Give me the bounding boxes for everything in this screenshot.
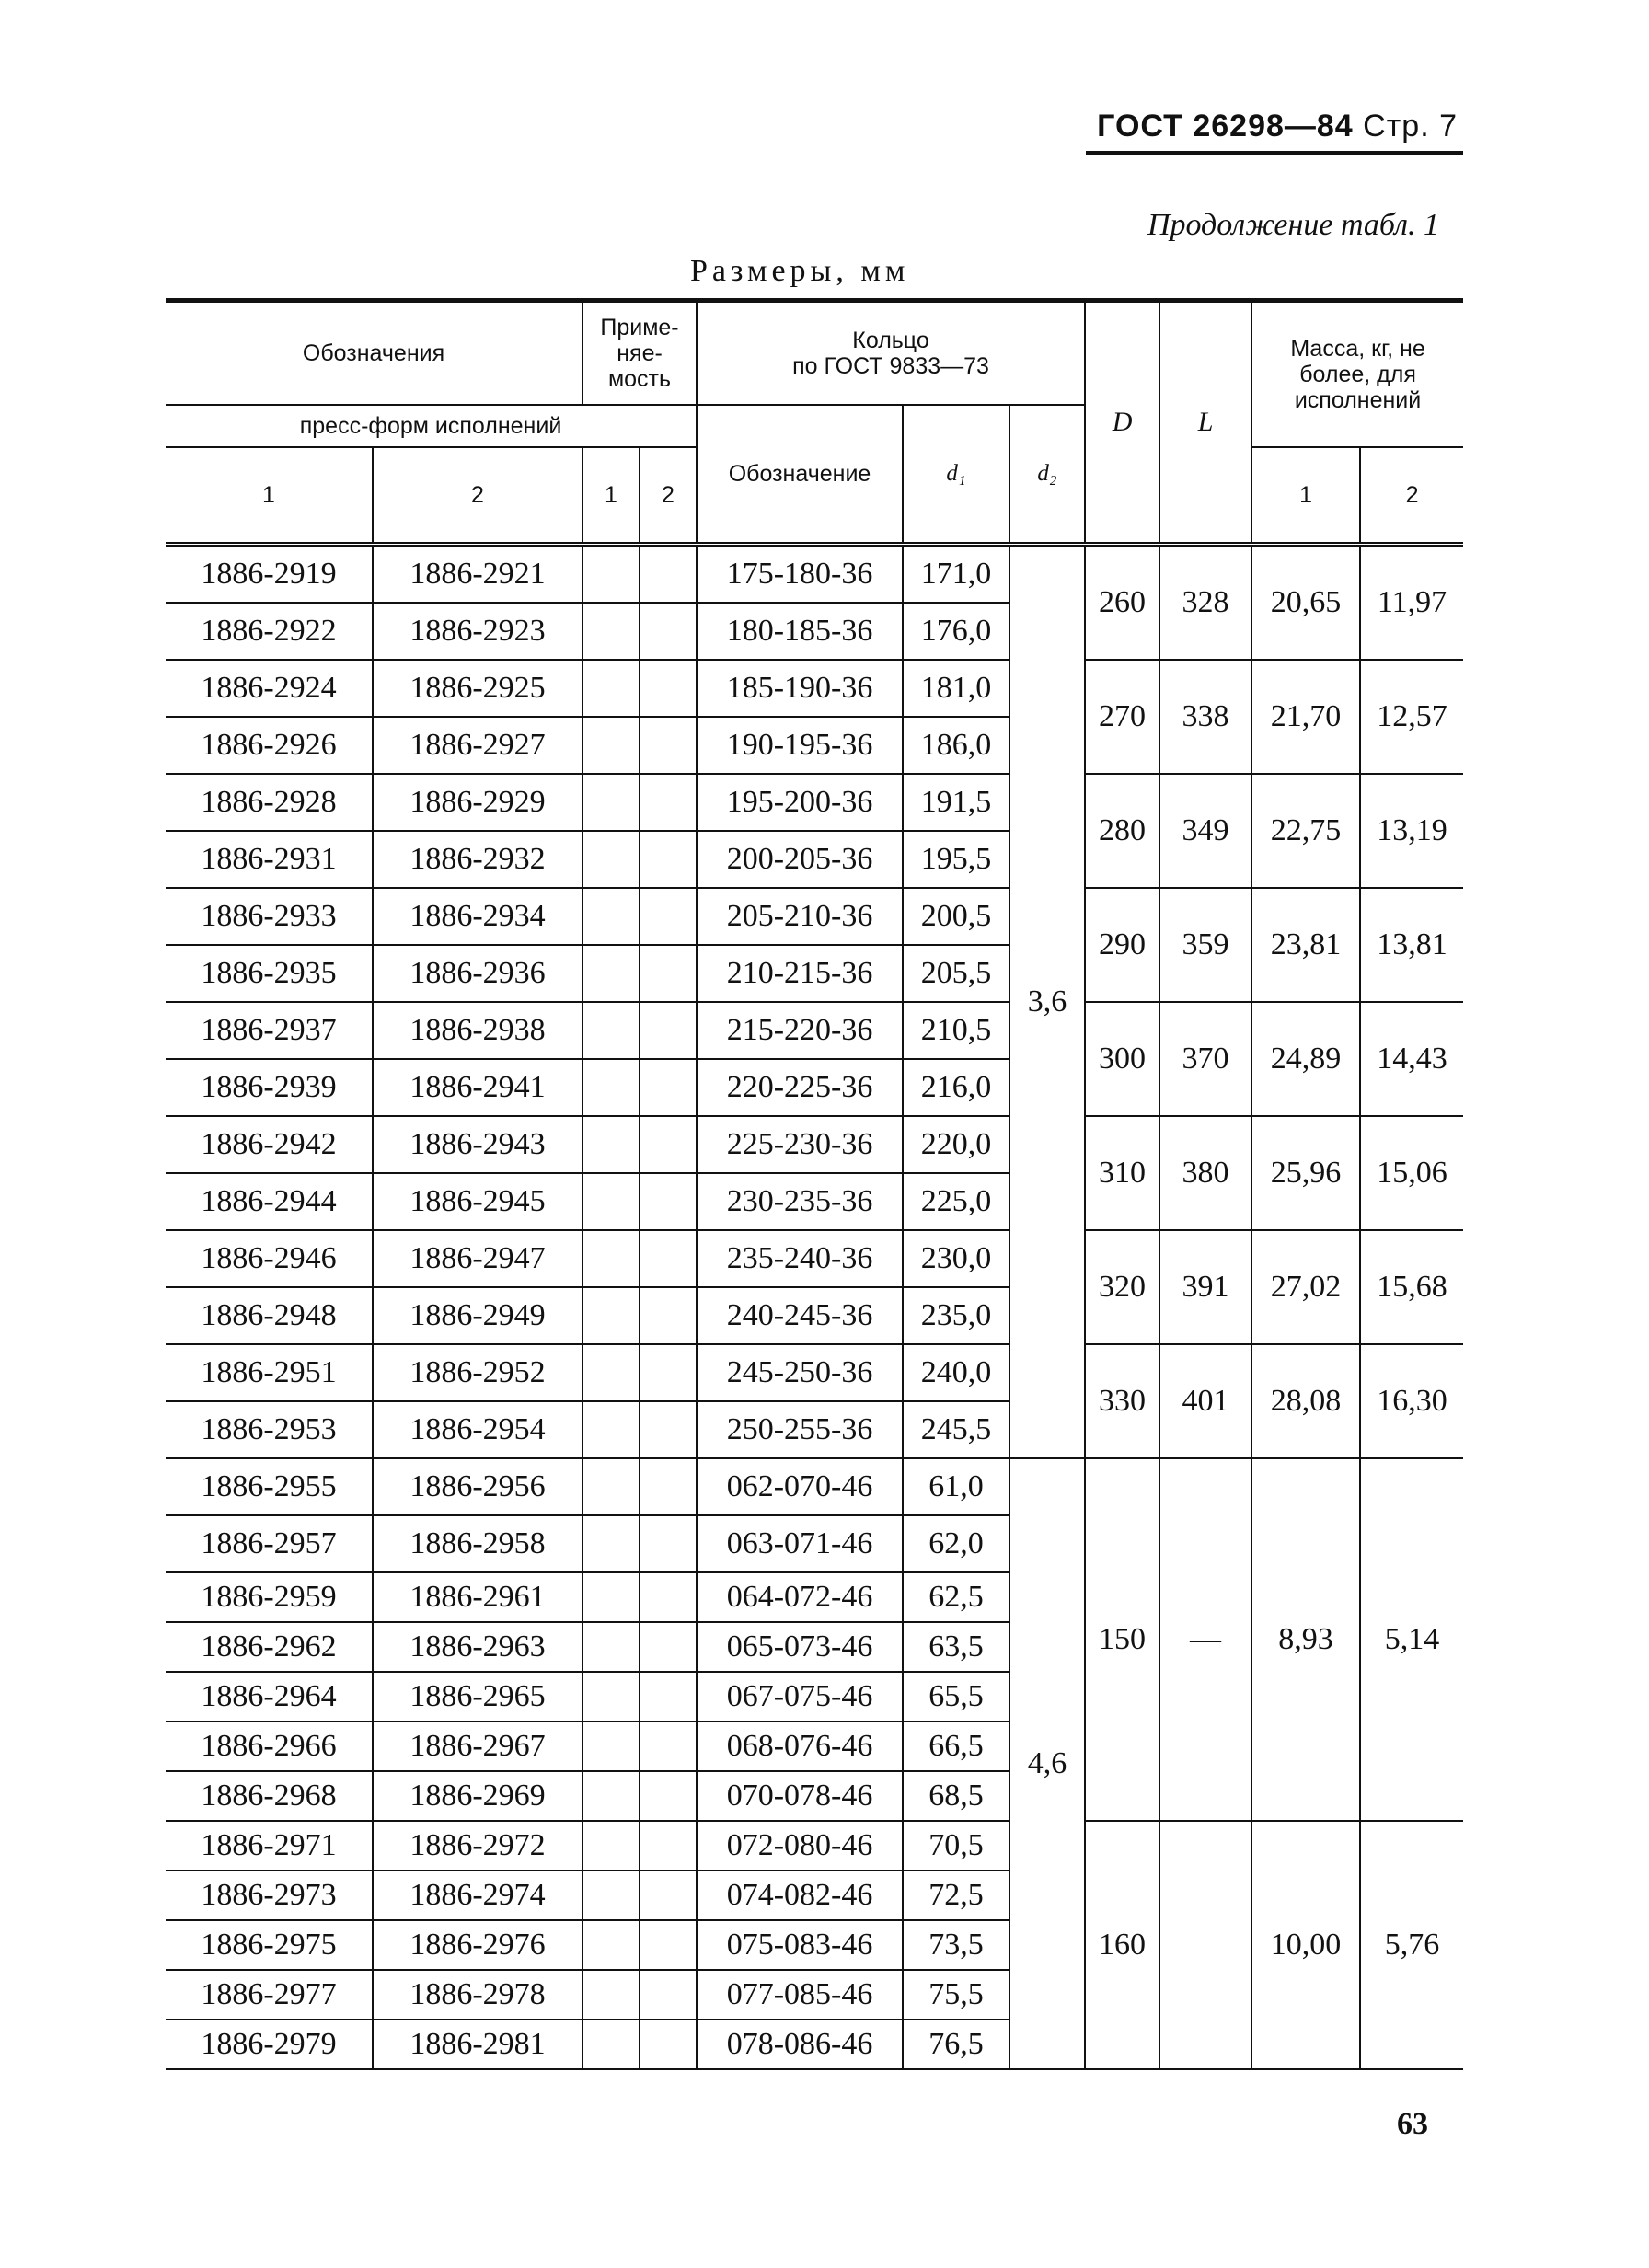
- ring-designation: 072-080-46: [697, 1821, 903, 1871]
- d1-value: 66,5: [903, 1721, 1009, 1771]
- mass2-value: 15,06: [1360, 1116, 1463, 1230]
- dimensions-table: [166, 298, 1463, 2070]
- mass2-value: 13,81: [1360, 888, 1463, 1002]
- D-value: 150: [1085, 1458, 1159, 1821]
- exec2-designation: 1886-2976: [373, 1920, 582, 1970]
- d1-value: 230,0: [903, 1230, 1009, 1287]
- d2-value: 3,6: [1009, 545, 1085, 1459]
- mass-header: Масса, кг, не более, для исполнений: [1251, 301, 1463, 448]
- ring-designation: 064-072-46: [697, 1572, 903, 1622]
- applicability-1: [582, 660, 640, 717]
- ring-designation: 075-083-46: [697, 1920, 903, 1970]
- L-value: 380: [1159, 1116, 1251, 1230]
- ring-designation: 230-235-36: [697, 1173, 903, 1230]
- exec2-designation: 1886-2929: [373, 774, 582, 831]
- ring-designation: 250-255-36: [697, 1401, 903, 1458]
- ring-designation: 195-200-36: [697, 774, 903, 831]
- applicability-2: [640, 1002, 697, 1059]
- mass1-value: 28,08: [1251, 1344, 1360, 1458]
- exec1-designation: 1886-2966: [166, 1721, 373, 1771]
- applicability-2: [640, 1572, 697, 1622]
- mass1-value: 24,89: [1251, 1002, 1360, 1116]
- applicability-1: [582, 1344, 640, 1401]
- exec1-designation: 1886-2919: [166, 545, 373, 604]
- d1-value: 200,5: [903, 888, 1009, 945]
- mass2-value: 15,68: [1360, 1230, 1463, 1344]
- applicability-1: [582, 945, 640, 1002]
- mass2-value: 11,97: [1360, 545, 1463, 661]
- D-value: 330: [1085, 1344, 1159, 1458]
- exec1-designation: 1886-2937: [166, 1002, 373, 1059]
- applicability-2: [640, 603, 697, 660]
- d1-value: 75,5: [903, 1970, 1009, 2020]
- d1-value: 240,0: [903, 1344, 1009, 1401]
- applicability-2: [640, 1173, 697, 1230]
- applicability-1: [582, 1458, 640, 1515]
- D-value: 320: [1085, 1230, 1159, 1344]
- L-value: 328: [1159, 545, 1251, 661]
- exec2-designation: 1886-2958: [373, 1515, 582, 1572]
- d1-value: 181,0: [903, 660, 1009, 717]
- exec1-designation: 1886-2973: [166, 1871, 373, 1920]
- applicability-1: [582, 717, 640, 774]
- ring-designation: 180-185-36: [697, 603, 903, 660]
- press-forms-header: пресс-форм исполнений: [166, 405, 697, 447]
- ring-designation: 065-073-46: [697, 1622, 903, 1672]
- ring-designation: 235-240-36: [697, 1230, 903, 1287]
- exec2-designation: 1886-2943: [373, 1116, 582, 1173]
- mass1-value: 21,70: [1251, 660, 1360, 774]
- applicability-2: [640, 1871, 697, 1920]
- L-value: 338: [1159, 660, 1251, 774]
- mass2-value: 14,43: [1360, 1002, 1463, 1116]
- applicability-2: [640, 1821, 697, 1871]
- d1-value: 76,5: [903, 2020, 1009, 2069]
- applicability-2: [640, 1059, 697, 1116]
- applicability-2: [640, 1116, 697, 1173]
- d1-value: 62,0: [903, 1515, 1009, 1572]
- D-value: 290: [1085, 888, 1159, 1002]
- mass1-header: 1: [1251, 447, 1360, 545]
- exec1-designation: 1886-2968: [166, 1771, 373, 1821]
- exec2-designation: 1886-2932: [373, 831, 582, 888]
- d1-value: 225,0: [903, 1173, 1009, 1230]
- applicability-1: [582, 831, 640, 888]
- ring-designation: 074-082-46: [697, 1871, 903, 1920]
- exec2-designation: 1886-2921: [373, 545, 582, 604]
- d1-value: 195,5: [903, 831, 1009, 888]
- exec2-designation: 1886-2945: [373, 1173, 582, 1230]
- standard-header: [1097, 109, 1458, 144]
- table-row: [166, 1116, 1463, 1173]
- D-value: 300: [1085, 1002, 1159, 1116]
- mass1-value: 27,02: [1251, 1230, 1360, 1344]
- table-row: [166, 1344, 1463, 1401]
- L-value: 401: [1159, 1344, 1251, 1458]
- d1-value: 216,0: [903, 1059, 1009, 1116]
- applicability-1: [582, 603, 640, 660]
- exec1-designation: 1886-2951: [166, 1344, 373, 1401]
- ring-designation: 245-250-36: [697, 1344, 903, 1401]
- ring-designation: 225-230-36: [697, 1116, 903, 1173]
- exec2-designation: 1886-2925: [373, 660, 582, 717]
- table-row: [166, 1821, 1463, 1871]
- exec1-designation: 1886-2948: [166, 1287, 373, 1344]
- d1-value: 176,0: [903, 603, 1009, 660]
- L-value: 359: [1159, 888, 1251, 1002]
- ring-designation-header: Обозначение: [697, 405, 903, 545]
- applicability-2: [640, 545, 697, 604]
- D-header: D: [1085, 301, 1159, 545]
- d1-value: 63,5: [903, 1622, 1009, 1672]
- applicability-1: [582, 1515, 640, 1572]
- applicability-2: [640, 831, 697, 888]
- exec1-designation: 1886-2935: [166, 945, 373, 1002]
- exec1-designation: 1886-2928: [166, 774, 373, 831]
- table-row: [166, 1002, 1463, 1059]
- applicability-1: [582, 1771, 640, 1821]
- d1-value: 220,0: [903, 1116, 1009, 1173]
- applicability-2: [640, 717, 697, 774]
- ring-designation: 220-225-36: [697, 1059, 903, 1116]
- d2-value: 4,6: [1009, 1458, 1085, 2069]
- d1-value: 72,5: [903, 1871, 1009, 1920]
- exec1-designation: 1886-2964: [166, 1672, 373, 1721]
- table-body: [166, 545, 1463, 2070]
- ring-designation: 210-215-36: [697, 945, 903, 1002]
- applicability-2: [640, 888, 697, 945]
- d1-value: 65,5: [903, 1672, 1009, 1721]
- exec2-designation: 1886-2927: [373, 717, 582, 774]
- exec2-designation: 1886-2954: [373, 1401, 582, 1458]
- applicability-2: [640, 660, 697, 717]
- L-value: 349: [1159, 774, 1251, 888]
- L-value: 391: [1159, 1230, 1251, 1344]
- mass2-value: 13,19: [1360, 774, 1463, 888]
- D-value: 310: [1085, 1116, 1159, 1230]
- exec2-designation: 1886-2963: [373, 1622, 582, 1672]
- exec2-designation: 1886-2956: [373, 1458, 582, 1515]
- table-row: [166, 888, 1463, 945]
- L-value: [1159, 1821, 1251, 2069]
- exec2-designation: 1886-2972: [373, 1821, 582, 1871]
- exec2-designation: 1886-2936: [373, 945, 582, 1002]
- applicability-1: [582, 2020, 640, 2069]
- applicability-1: [582, 888, 640, 945]
- applicability-1: [582, 774, 640, 831]
- applicability-1: [582, 1173, 640, 1230]
- L-value: —: [1159, 1458, 1251, 1821]
- applicability-2: [640, 1920, 697, 1970]
- ring-designation: 240-245-36: [697, 1287, 903, 1344]
- table-row: [166, 1230, 1463, 1287]
- applicability-2: [640, 945, 697, 1002]
- mass2-value: 16,30: [1360, 1344, 1463, 1458]
- applicability-1: [582, 1059, 640, 1116]
- exec1-designation: 1886-2926: [166, 717, 373, 774]
- table-row: [166, 774, 1463, 831]
- exec1-designation: 1886-2931: [166, 831, 373, 888]
- ring-designation: 185-190-36: [697, 660, 903, 717]
- applicability-1: [582, 1871, 640, 1920]
- exec2-designation: 1886-2938: [373, 1002, 582, 1059]
- applicability-1: [582, 1002, 640, 1059]
- exec1-designation: 1886-2975: [166, 1920, 373, 1970]
- ring-designation: 200-205-36: [697, 831, 903, 888]
- ring-designation: 063-071-46: [697, 1515, 903, 1572]
- applicability-2: [640, 2020, 697, 2069]
- d1-value: 70,5: [903, 1821, 1009, 1871]
- dimensions-label: Размеры, мм: [690, 254, 910, 288]
- applicability-2: [640, 1672, 697, 1721]
- d2-header: d₂: [1009, 405, 1085, 545]
- exec2-designation: 1886-2981: [373, 2020, 582, 2069]
- D-value: 260: [1085, 545, 1159, 661]
- applicability-2: [640, 1458, 697, 1515]
- table-row: [166, 545, 1463, 604]
- exec2-header: 2: [373, 447, 582, 545]
- mass2-value: 5,76: [1360, 1821, 1463, 2069]
- exec1-designation: 1886-2939: [166, 1059, 373, 1116]
- mass1-value: 10,00: [1251, 1821, 1360, 2069]
- applicability-2: [640, 774, 697, 831]
- exec1-designation: 1886-2946: [166, 1230, 373, 1287]
- exec2-designation: 1886-2969: [373, 1771, 582, 1821]
- L-header: L: [1159, 301, 1251, 545]
- exec1-designation: 1886-2922: [166, 603, 373, 660]
- exec1-header: 1: [166, 447, 373, 545]
- applicability-2: [640, 1771, 697, 1821]
- D-value: 160: [1085, 1821, 1159, 2069]
- exec1-designation: 1886-2953: [166, 1401, 373, 1458]
- applicability-1: [582, 1572, 640, 1622]
- d1-value: 235,0: [903, 1287, 1009, 1344]
- ring-designation: 205-210-36: [697, 888, 903, 945]
- ring-designation: 078-086-46: [697, 2020, 903, 2069]
- d1-value: 191,5: [903, 774, 1009, 831]
- applicability-2: [640, 1401, 697, 1458]
- ring-designation: 067-075-46: [697, 1672, 903, 1721]
- applicability-1: [582, 1970, 640, 2020]
- exec2-designation: 1886-2934: [373, 888, 582, 945]
- table-row: [166, 1458, 1463, 1515]
- applicability-1: [582, 1721, 640, 1771]
- applicability-header: Приме- няе- мость: [582, 301, 697, 406]
- exec2-designation: 1886-2952: [373, 1344, 582, 1401]
- exec1-designation: 1886-2959: [166, 1572, 373, 1622]
- ring-designation: 068-076-46: [697, 1721, 903, 1771]
- app2-header: 2: [640, 447, 697, 545]
- d1-value: 62,5: [903, 1572, 1009, 1622]
- applicability-1: [582, 1116, 640, 1173]
- d1-value: 245,5: [903, 1401, 1009, 1458]
- mass1-value: 20,65: [1251, 545, 1360, 661]
- D-value: 280: [1085, 774, 1159, 888]
- exec1-designation: 1886-2962: [166, 1622, 373, 1672]
- applicability-1: [582, 1672, 640, 1721]
- designations-header: Обозначения: [166, 301, 582, 406]
- applicability-2: [640, 1515, 697, 1572]
- d1-value: 186,0: [903, 717, 1009, 774]
- mass2-value: 5,14: [1360, 1458, 1463, 1821]
- mass1-value: 22,75: [1251, 774, 1360, 888]
- applicability-1: [582, 1821, 640, 1871]
- exec2-designation: 1886-2965: [373, 1672, 582, 1721]
- exec2-designation: 1886-2947: [373, 1230, 582, 1287]
- exec2-designation: 1886-2961: [373, 1572, 582, 1622]
- ring-designation: 215-220-36: [697, 1002, 903, 1059]
- standard-number: ГОСТ 26298—84: [1097, 109, 1354, 144]
- exec1-designation: 1886-2977: [166, 1970, 373, 2020]
- d1-header: d₁: [903, 405, 1009, 545]
- applicability-2: [640, 1622, 697, 1672]
- exec1-designation: 1886-2971: [166, 1821, 373, 1871]
- d1-value: 171,0: [903, 545, 1009, 604]
- ring-designation: 070-078-46: [697, 1771, 903, 1821]
- exec1-designation: 1886-2957: [166, 1515, 373, 1572]
- applicability-2: [640, 1230, 697, 1287]
- d1-value: 61,0: [903, 1458, 1009, 1515]
- ring-designation: 062-070-46: [697, 1458, 903, 1515]
- ring-designation: 077-085-46: [697, 1970, 903, 2020]
- exec1-designation: 1886-2944: [166, 1173, 373, 1230]
- exec1-designation: 1886-2933: [166, 888, 373, 945]
- d1-value: 205,5: [903, 945, 1009, 1002]
- header-rule: [1086, 151, 1463, 155]
- page-number: 63: [1397, 2107, 1428, 2141]
- D-value: 270: [1085, 660, 1159, 774]
- exec2-designation: 1886-2941: [373, 1059, 582, 1116]
- d1-value: 73,5: [903, 1920, 1009, 1970]
- app1-header: 1: [582, 447, 640, 545]
- mass2-header: 2: [1360, 447, 1463, 545]
- mass1-value: 25,96: [1251, 1116, 1360, 1230]
- applicability-1: [582, 1401, 640, 1458]
- ring-header: Кольцо по ГОСТ 9833—73: [697, 301, 1085, 406]
- table-row: [166, 660, 1463, 717]
- ring-designation: 190-195-36: [697, 717, 903, 774]
- ring-designation: 175-180-36: [697, 545, 903, 604]
- d1-value: 68,5: [903, 1771, 1009, 1821]
- mass2-value: 12,57: [1360, 660, 1463, 774]
- applicability-1: [582, 1287, 640, 1344]
- applicability-2: [640, 1970, 697, 2020]
- exec1-designation: 1886-2924: [166, 660, 373, 717]
- applicability-1: [582, 1622, 640, 1672]
- exec1-designation: 1886-2955: [166, 1458, 373, 1515]
- page-label: Стр. 7: [1363, 109, 1458, 144]
- applicability-1: [582, 1230, 640, 1287]
- applicability-2: [640, 1721, 697, 1771]
- exec1-designation: 1886-2979: [166, 2020, 373, 2069]
- applicability-2: [640, 1344, 697, 1401]
- exec2-designation: 1886-2949: [373, 1287, 582, 1344]
- mass1-value: 23,81: [1251, 888, 1360, 1002]
- exec2-designation: 1886-2978: [373, 1970, 582, 2020]
- continuation-label: Продолжение табл. 1: [1147, 208, 1439, 242]
- applicability-2: [640, 1287, 697, 1344]
- exec2-designation: 1886-2974: [373, 1871, 582, 1920]
- exec1-designation: 1886-2942: [166, 1116, 373, 1173]
- applicability-1: [582, 545, 640, 604]
- exec2-designation: 1886-2967: [373, 1721, 582, 1771]
- applicability-1: [582, 1920, 640, 1970]
- L-value: 370: [1159, 1002, 1251, 1116]
- d1-value: 210,5: [903, 1002, 1009, 1059]
- mass1-value: 8,93: [1251, 1458, 1360, 1821]
- exec2-designation: 1886-2923: [373, 603, 582, 660]
